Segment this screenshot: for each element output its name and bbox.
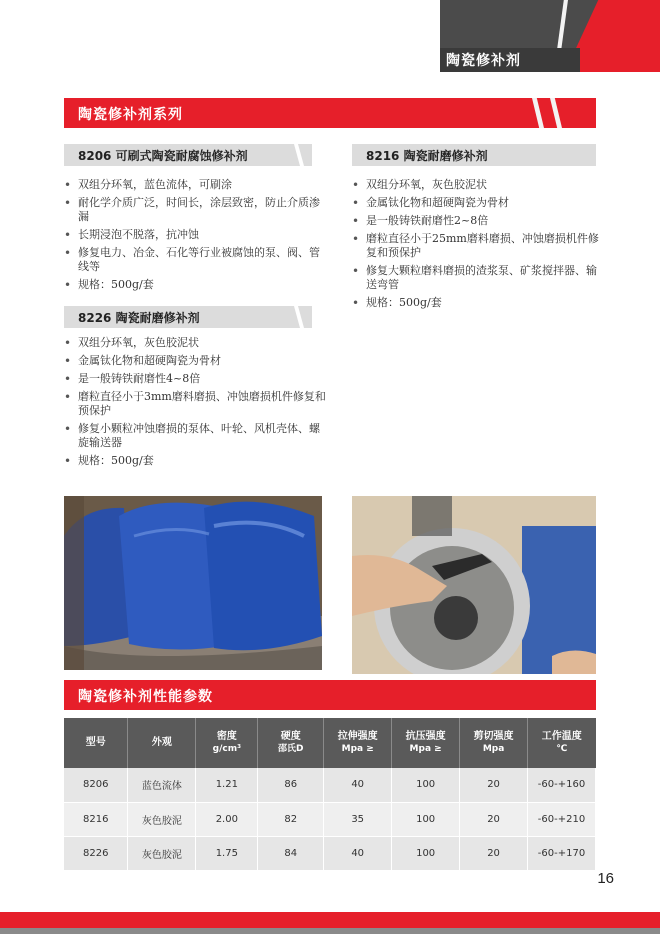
feature-item: • 修复电力、冶金、石化等行业被腐蚀的泵、阀、管线等	[64, 246, 326, 274]
feature-item: • 磨粒直径小于25mm磨料磨损、冲蚀磨损机件修复和预保护	[352, 232, 602, 260]
feature-item: • 磨粒直径小于3mm磨料磨损、冲蚀磨损机件修复和预保护	[64, 390, 326, 418]
table-cell: 86	[258, 768, 324, 802]
table-row	[64, 836, 596, 870]
table-cell: 灰色胶泥	[128, 802, 196, 836]
feature-item: • 规格：500g/套	[352, 296, 602, 310]
table-header-row	[64, 718, 596, 768]
footer-gray-stripe	[0, 928, 660, 934]
product-header-8226	[64, 306, 312, 328]
table-cell: 100	[392, 836, 460, 870]
table-cell: -60-+170	[528, 836, 596, 870]
feature-list-8206	[64, 178, 326, 296]
column-header: 剪切强度 Mpa	[460, 718, 528, 768]
table-cell: 灰色胶泥	[128, 836, 196, 870]
column-header: 密度 g/cm³	[196, 718, 258, 768]
column-header: 外观	[128, 718, 196, 768]
table-cell: -60-+160	[528, 768, 596, 802]
column-header: 硬度 邵氏D	[258, 718, 324, 768]
feature-item: • 金属钛化物和超硬陶瓷为骨材	[64, 354, 326, 368]
table-cell: 1.75	[196, 836, 258, 870]
header-title: 陶瓷修补剂	[446, 53, 521, 69]
table-cell: 40	[324, 768, 392, 802]
column-header: 抗压强度 Mpa ≥	[392, 718, 460, 768]
column-header: 工作温度 ℃	[528, 718, 596, 768]
bar-slash	[550, 98, 562, 128]
feature-item: • 规格：500g/套	[64, 454, 326, 468]
table-cell: 84	[258, 836, 324, 870]
photo-gray-paste-repair	[352, 496, 596, 674]
performance-table	[64, 718, 596, 871]
page-number: 16	[597, 870, 614, 887]
table-cell: 8216	[64, 802, 128, 836]
table-cell: 2.00	[196, 802, 258, 836]
bar-slash	[532, 98, 544, 128]
column-header: 拉伸强度 Mpa ≥	[324, 718, 392, 768]
product-name: 8206 可刷式陶瓷耐腐蚀修补剂	[78, 149, 248, 163]
table-cell: 1.21	[196, 768, 258, 802]
table-cell: 82	[258, 802, 324, 836]
feature-item: • 双组分环氧，灰色胶泥状	[64, 336, 326, 350]
table-cell: 100	[392, 768, 460, 802]
feature-item: • 双组分环氧，蓝色流体，可刷涂	[64, 178, 326, 192]
photo-blue-coated-pump	[64, 496, 322, 670]
table-cell: 8226	[64, 836, 128, 870]
page-header	[440, 0, 660, 72]
product-name: 8226 陶瓷耐磨修补剂	[78, 311, 200, 325]
feature-list-8226	[64, 336, 326, 472]
table-cell: 40	[324, 836, 392, 870]
feature-item: • 双组分环氧，灰色胶泥状	[352, 178, 602, 192]
table-cell: 20	[460, 836, 528, 870]
product-header-8216	[352, 144, 596, 166]
series-section-title: 陶瓷修补剂系列	[78, 107, 183, 123]
feature-item: • 是一般铸铁耐磨性2~8倍	[352, 214, 602, 228]
table-cell: 20	[460, 802, 528, 836]
feature-item: • 规格：500g/套	[64, 278, 326, 292]
performance-section-title: 陶瓷修补剂性能参数	[78, 689, 213, 705]
feature-item: • 长期浸泡不脱落，抗冲蚀	[64, 228, 326, 242]
feature-list-8216	[352, 178, 602, 314]
footer-bar	[0, 912, 660, 934]
table-cell: 20	[460, 768, 528, 802]
table-row	[64, 802, 596, 836]
product-header-8206	[64, 144, 312, 166]
feature-item: • 金属钛化物和超硬陶瓷为骨材	[352, 196, 602, 210]
bar-slash	[294, 144, 304, 166]
feature-item: • 是一般铸铁耐磨性4~8倍	[64, 372, 326, 386]
series-section-bar	[64, 98, 596, 128]
column-header: 型号	[64, 718, 128, 768]
feature-item: • 修复小颗粒冲蚀磨损的泵体、叶轮、风机壳体、螺旋输送器	[64, 422, 326, 450]
table-cell: 蓝色流体	[128, 768, 196, 802]
product-name: 8216 陶瓷耐磨修补剂	[366, 149, 488, 163]
feature-item: • 修复大颗粒磨料磨损的渣浆泵、矿浆搅拌器、输送弯管	[352, 264, 602, 292]
feature-item: • 耐化学介质广泛，时间长，涂层致密，防止介质渗漏	[64, 196, 326, 224]
table-cell: 100	[392, 802, 460, 836]
table-cell: -60-+210	[528, 802, 596, 836]
table-row	[64, 768, 596, 802]
performance-section-bar	[64, 680, 596, 710]
bar-slash	[294, 306, 304, 328]
table-cell: 35	[324, 802, 392, 836]
table-cell: 8206	[64, 768, 128, 802]
